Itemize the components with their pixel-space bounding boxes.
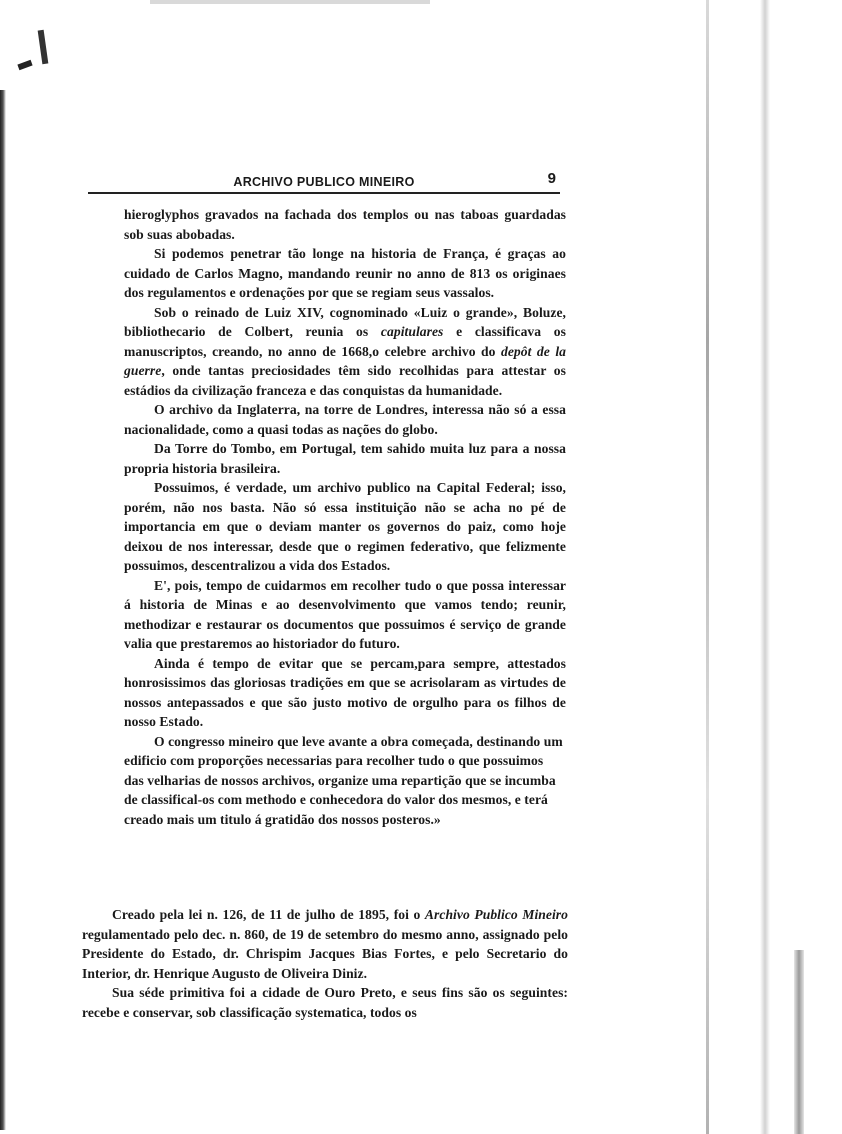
paragraph: O congresso mineiro que leve avante a obra começada, destinando um edificio com proporções necessarias para recolher tudo o que possuimos das velharias de nossos archivos, organize uma repartição que se incumba de classifical-os com methodo e conhecedora do valor dos mesmos, e terá creado mais um titulo á gratidão dos nossos posteros.» [124, 733, 563, 827]
italic-title: Archivo Publico Mineiro [424, 907, 568, 922]
paragraph [82, 905, 568, 983]
scan-mark-left [17, 60, 32, 70]
body-text-block [82, 905, 568, 1022]
text-run: e classificava os manuscriptos, creando, no anno de 1668,o celebre archivo do [124, 324, 566, 359]
text-run: regulamentado pelo dec. n. 860, de 19 de setembro do mesmo anno, assignado pelo Presidente do Estado, dr. Chrispim Jacques Bias Fortes, e pelo Secretario do Interior, dr. Henrique Augusto de Oliveira Diniz. [82, 926, 568, 981]
paragraph: Possuimos, é verdade, um archivo publico na Capital Federal; isso, porém, não nos basta. Não só essa instituição não se acha no pé de importancia em que o deviam manter os governos do paiz, como hoje deixou de nos interessar, desde que o regimen federativo, que felizmente possuimos, descentralizou a vida dos Estados. [124, 480, 566, 573]
italic-term: capitulares [380, 324, 444, 339]
text-run: Sob o reinado de Luiz XIV, cognominado «Luiz o grande», Boluze, bibliothecario de Colbert, reunia os [124, 304, 566, 339]
scan-edge-top [150, 0, 430, 4]
paragraph: hieroglyphos gravados na fachada dos templos ou nas taboas guardadas sob suas abobadas. [124, 207, 566, 242]
paragraph: O archivo da Inglaterra, na torre de Londres, interessa não só a essa nacionalidade, como a quasi todas as nações do globo. [124, 402, 566, 437]
scan-mark-top-left [38, 30, 49, 65]
page-number: 9 [547, 170, 556, 187]
text-run: Creado pela lei n. 126, de 11 de julho de 1895, foi o [112, 907, 425, 922]
quoted-text-block [124, 205, 566, 829]
paragraph: Ainda é tempo de evitar que se percam,para sempre, attestados honrosissimos das gloriosas tradições em que se acrisolaram as virtudes de nossos antepassados e que são justo motivo de orgulho para os filhos de nosso Estado. [124, 655, 566, 729]
running-head [88, 164, 560, 194]
paragraph [124, 303, 566, 401]
paragraph: Si podemos penetrar tão longe na historia de França, é graças ao cuidado de Carlos Magno, mandando reunir no anno de 813 os originaes dos regulamentos e ordenações por que se regiam seus vassalos. [124, 246, 566, 300]
scan-shadow-right [760, 0, 770, 1134]
scan-shadow-bottom-right [794, 950, 804, 1134]
paragraph: E', pois, tempo de cuidarmos em recolher tudo o que possa interessar á historia de Minas e ao desenvolvimento que vamos tendo; reunir, methodizar e restaurar os documentos que possuimos é serviço de grande valia que prestaremos ao historiador do futuro. [124, 577, 566, 651]
paragraph: Da Torre do Tombo, em Portugal, tem sahido muita luz para a nossa propria historia brasileira. [124, 441, 566, 476]
paragraph: Sua séde primitiva foi a cidade de Ouro Preto, e seus fins são os seguintes: recebe e conservar, sob classificação systematica, todos os [82, 985, 568, 1020]
scan-edge-left [0, 90, 6, 1130]
running-title: ARCHIVO PUBLICO MINEIRO [233, 175, 415, 189]
scan-page-edge-right [706, 0, 709, 1134]
text-run: , onde tantas preciosidades têm sido recolhidas para attestar os estádios da civilização franceza e das conquistas da humanidade. [124, 363, 566, 398]
italic-term: depôt de la guerre [124, 343, 566, 378]
